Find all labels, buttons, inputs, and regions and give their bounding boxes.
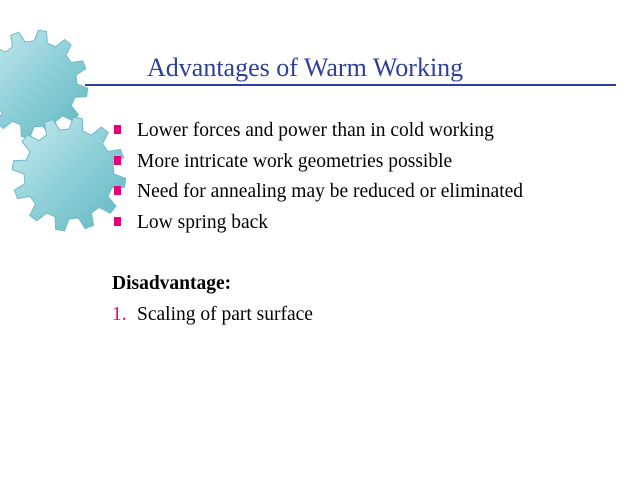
list-item-text: Lower forces and power than in cold working <box>137 120 494 141</box>
item-number: 1. <box>112 304 127 325</box>
bullet-marker <box>114 125 121 134</box>
list-item-text: Low spring back <box>137 211 269 233</box>
bullet-marker <box>114 217 121 226</box>
bullet-marker <box>114 186 121 195</box>
title-underline <box>85 84 616 86</box>
list-item-text: Scaling of part surface <box>137 304 313 325</box>
list-item-text: Need for annealing may be reduced or eliminated <box>137 181 524 202</box>
bullet-marker <box>114 156 121 165</box>
disadvantage-heading: Disadvantage: <box>112 273 232 294</box>
slide-title: Advantages of Warm Working <box>147 53 464 82</box>
list-item-text: More intricate work geometries possible <box>137 150 453 172</box>
